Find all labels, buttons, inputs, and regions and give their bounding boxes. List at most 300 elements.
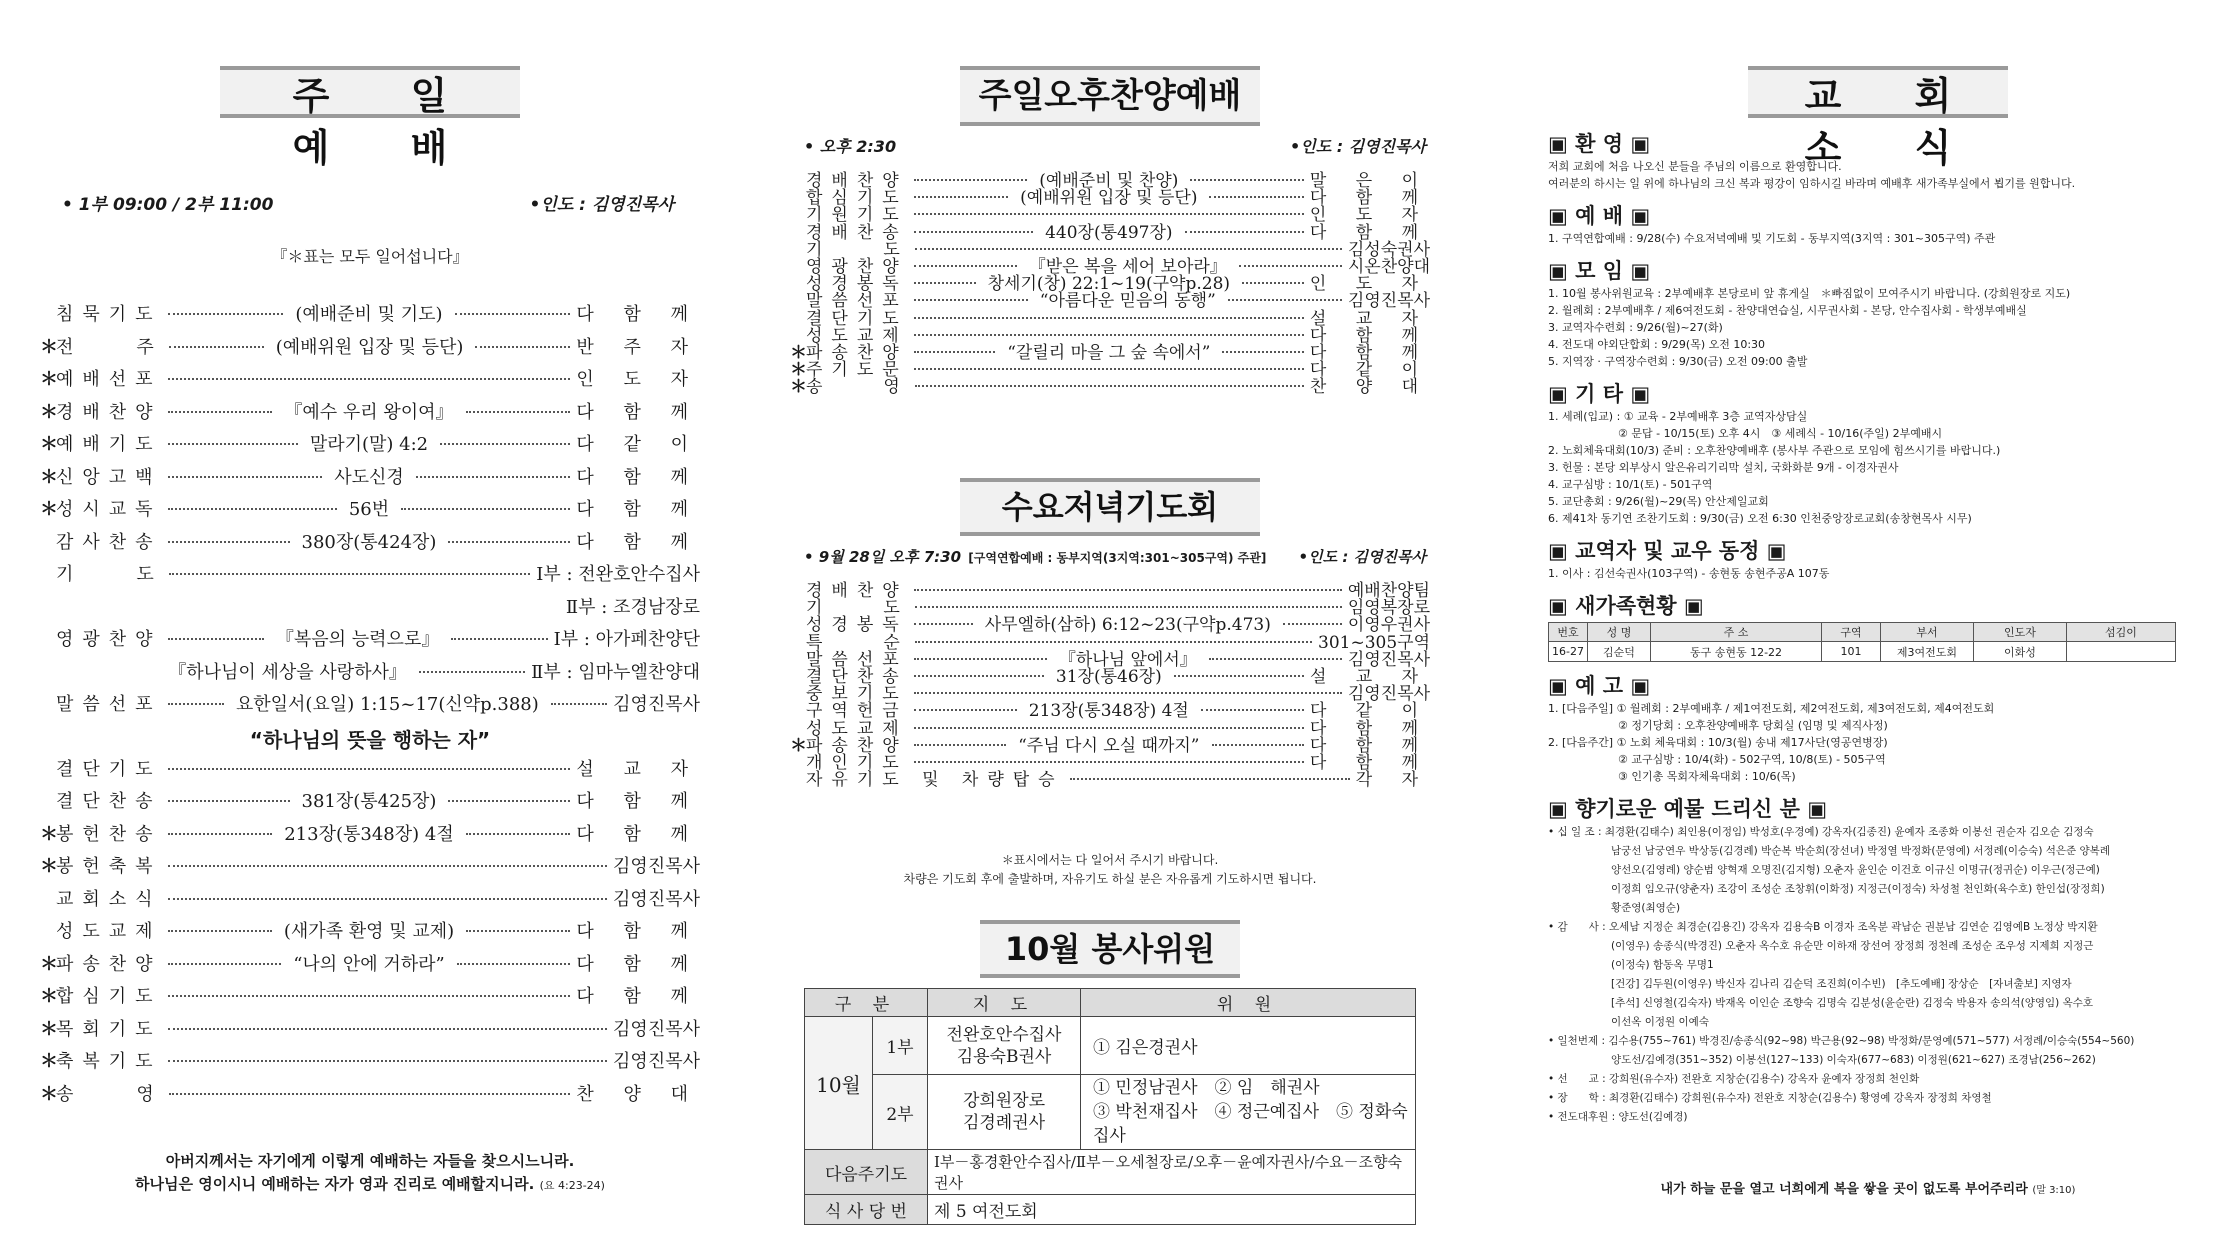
leader-dots [168,930,272,932]
leader-dots [466,930,570,932]
order-label: 성시교독 [56,499,162,520]
month-cell: 10월 [805,1017,873,1150]
order-person: 다 함 께 [576,791,700,812]
order-person: 다 함 께 [576,921,700,942]
stand-mark: ＊ [40,823,58,845]
offering-line: 이정희 임오규(양춘자) 조강이 조성순 조창휘(이화정) 지정근(이정숙) 차성철 천인화(육수호) 한인섭(장정희) [1548,883,2105,895]
order-label: 결단기도 [56,758,162,780]
order-content: 213장(통348장) 4절 [284,823,454,845]
stand-mark: ＊ [790,377,807,398]
meal-duty-value: 제 5 여전도회 [928,1195,1416,1225]
order-label: 성도교제 [806,325,908,346]
stand-mark: ＊ [40,1018,58,1040]
order-row [40,852,700,878]
leader-dots [1239,265,1342,267]
order-person: 다 함 께 [576,304,701,325]
order-row [40,495,700,521]
order-row [40,885,700,911]
footer-verse-line1: 아버지께서는 자기에게 이렇게 예배하는 자들을 찾으시느니라. [165,1152,575,1170]
order-content: 『하나님이 세상을 사랑하사』 [168,661,407,683]
leader-dots [914,179,1028,181]
order-content: 56번 [348,499,390,520]
stand-mark: ＊ [790,735,807,756]
stand-mark: ＊ [40,953,58,975]
leader-dots [168,963,282,965]
nf-cell: 101 [1822,642,1881,662]
order-label: 합심기도 [56,986,162,1007]
offering-line: 양도선/김예경(351~352) 이봉선(127~133) 이숙자(677~683) 이정원(621~627) 조경남(256~262) [1548,1054,2096,1066]
order-person: 다 같 이 [1309,360,1430,381]
leader-dots [1212,744,1304,746]
leader-dots [914,761,1304,763]
leader-dots [168,638,264,640]
order-label: 성경봉독 [806,274,908,295]
order-label: 개인기도 [806,753,908,773]
order-row [40,333,700,359]
leader-dots [168,768,571,770]
stand-mark: ＊ [40,336,58,358]
wednesday-time: • 9월 28일 오후 7:30 [구역연합예배 : 동부지역(3지역:301~305구역) 주관] [804,548,1267,566]
afternoon-time: • 오후 2:30 [804,137,897,156]
order-person: 예배찬양팀 [1347,581,1430,601]
stand-mark: ＊ [40,986,58,1007]
staff-heading: ▣ 교역자 및 교우 동정 ▣ [1548,539,1787,563]
order-label: 성도교제 [56,921,162,942]
order-content: 380장(통424장) [301,531,437,553]
worship-item-1: 1. 구역연합예배 : 9/28(수) 수요저녁예배 및 기도회 - 동부지역(3지역 : 301~305구역) 주관 [1548,232,1996,245]
leader-dots [914,675,1044,677]
order-label: 교회소식 [56,888,162,910]
order-person: 설 교 자 [1309,667,1431,687]
order-row [40,950,700,976]
order-person: 다 같 이 [576,434,700,455]
newfamily-heading: ▣ 새가족현황 ▣ [1548,594,1704,618]
order-label: 합심기도 [806,188,908,209]
order-person: 다 함 께 [576,823,700,845]
welcome-text-2: 여러분의 하시는 일 위에 하나님의 크신 복과 평강이 임하시길 바라며 예배후 새가족부실에서 뵙기를 원합니다. [1548,177,2076,190]
meeting-item-4: 4. 전도대 야외단합회 : 9/29(목) 오전 10:30 [1548,338,1766,351]
order-label: 기 도 [806,239,909,260]
order-person: 다 함 께 [576,986,700,1007]
order-person: 임영복장로 [1347,598,1430,619]
afternoon-title: 주일오후찬양예배 [960,66,1260,126]
notice-item-1b: ② 정기당회 : 오후찬양예배후 당회실 (임명 및 제직사정) [1618,719,1888,732]
order-person: 김영진목사 [613,1051,700,1072]
leader-dots [914,213,1304,215]
leader-dots [914,658,1047,660]
stand-mark: ＊ [40,499,58,520]
order-content: 사도신경 [334,466,404,488]
leader-dots [915,385,1304,387]
order-row [40,917,700,943]
order-person: 다 함 께 [576,466,701,488]
order-label: 목회기도 [56,1018,162,1040]
news-body [1548,128,2188,1127]
part2-lead: 강희원장로 김경례권사 [928,1075,1081,1150]
order-person: 시온찬양대 [1347,257,1430,277]
leader-dots [168,313,284,315]
nf-cell: 제3여전도회 [1881,642,1974,662]
sunday-leader: •인도 : 김영진목사 [529,195,674,215]
sunday-title: 주 일 예 배 [220,66,520,118]
offering-heading: ▣ 향기로운 예물 드리신 분 ▣ [1548,797,1828,821]
order-person: 김영진목사 [1347,684,1430,705]
order-label: 봉헌축복 [56,856,162,877]
order-person: 각 자 [1355,770,1430,791]
leader-dots [168,1028,607,1030]
order-row [40,755,700,781]
order-label: 성도교제 [806,718,908,739]
nf-h-dept: 부서 [1881,623,1974,642]
wednesday-leader: •인도 : 김영진목사 [1298,548,1426,566]
order-label: 주기도문 [806,360,908,381]
leader-dots [1185,231,1304,233]
nf-h-guide: 인도자 [1974,623,2067,642]
leader-dots [401,508,570,510]
offering-line: • 십 일 조 : 최경환(김태수) 최인용(이정임) 박성호(우경예) 강옥자(김종진) 윤예자 조종화 이봉선 권순자 김오순 김정숙 [1548,826,2094,838]
order-label: 경배찬양 [806,581,908,601]
leader-dots [914,589,1342,591]
order-content: 창세기(창) 22:1~19(구약p.28) [987,274,1231,295]
order-person: 다 함 께 [1309,188,1430,209]
newfamily-table [1548,622,2176,662]
leader-dots [914,282,976,284]
leader-dots [168,378,571,380]
order-row [40,528,700,554]
order-content: “갈릴리 마을 그 숲 속에서” [1007,343,1211,363]
leader-dots [440,443,570,445]
leader-dots [914,334,1304,336]
order-label: 신앙고백 [56,466,162,488]
leader-dots [168,1060,607,1062]
order-label: 기원기도 [806,205,908,226]
order-person: 반 주 자 [576,336,700,358]
order-content: 말라기(말) 4:2 [309,434,429,455]
etc-item-1: 1. 세례(입교) : ① 교육 - 2부예배후 3층 교역자상담실 [1548,410,1808,423]
order-person: Ⅱ부 : 임마누엘찬양대 [531,661,701,683]
nf-h-name: 성 명 [1588,623,1651,642]
order-content: “주님 다시 오실 때까지” [1018,735,1200,756]
leader-dots [1190,179,1304,181]
wednesday-title: 수요저녁기도회 [960,478,1260,536]
offering-line: 이선옥 이정원 이예숙 [1548,1016,1709,1028]
leader-dots [1228,299,1342,301]
leader-dots [914,231,1033,233]
meal-duty-label: 식 사 당 번 [805,1195,928,1225]
order-label: 결단기도 [806,308,908,329]
leader-dots [168,800,290,802]
leader-dots [914,265,1017,267]
notice-item-2b: ② 교구심방 : 10/4(화) - 502구역, 10/8(토) - 505구역 [1618,753,1886,766]
nf-cell: 김순덕 [1588,642,1651,662]
leader-dots [914,299,1028,301]
order-label: 파송찬양 [56,953,162,975]
etc-item-5: 5. 교단총회 : 9/26(월)~29(목) 안산제일교회 [1548,495,1769,508]
order-row [40,300,700,326]
leader-dots [914,196,1008,198]
leader-dots [915,641,1312,643]
stand-mark: ＊ [40,466,58,488]
meeting-item-5: 5. 지역장 · 구역장수련회 : 9/30(금) 오전 09:00 출발 [1548,355,1808,368]
leader-dots [1174,675,1304,677]
leader-dots [914,351,996,353]
offering-line: [추석] 신영철(김숙자) 박재옥 이인순 조향숙 김명숙 김분성(윤순란) 김정숙 박용자 송의석(양영임) 옥수호 [1548,997,2094,1009]
nf-h-helper: 섬김이 [2067,623,2176,642]
order-content: 31장(통46장) [1055,667,1162,687]
nf-h-area: 구역 [1822,623,1881,642]
nf-cell: 동구 송현동 12-22 [1651,642,1822,662]
next-prayer-label: 다음주기도 [805,1150,928,1195]
stand-mark: ＊ [40,1083,58,1105]
order-row [40,430,700,456]
order-row [40,593,700,619]
order-person: 다 함 께 [1309,753,1430,773]
order-content: 『하나님 앞에서』 [1058,649,1197,670]
nf-cell [2067,642,2176,662]
order-row [40,982,700,1008]
order-label: 특 순 [806,632,909,653]
order-label: 송 영 [56,1083,163,1105]
stand-mark: ＊ [40,401,58,423]
order-row [40,658,700,684]
order-person: 다 함 께 [576,531,700,553]
stand-mark: ＊ [40,856,58,877]
order-label: 구역헌금 [806,701,908,722]
october-title: 10월 봉사위원 [980,920,1240,978]
order-content: 사무엘하(삼하) 6:12~23(구약p.473) [984,615,1271,636]
etc-item-3: 3. 헌물 : 본당 외부상시 알은유리기리막 설치, 국화화분 9개 - 이경자권사 [1548,461,1899,474]
order-person: 이영우권사 [1347,615,1430,636]
order-content: 요한일서(요일) 1:15~17(신약p.388) [235,694,539,715]
order-person: 찬 양 대 [1309,377,1430,398]
order-row [790,372,1430,397]
leader-dots [168,443,298,445]
wednesday-note-2: 차량은 기도회 후에 출발하며, 자유기도 하실 분은 자유롭게 기도하시면 됩니다. [903,872,1317,886]
order-label: 경배찬송 [806,222,908,243]
middle-column [790,0,1431,1222]
order-content: (예배준비 및 기도) [295,304,443,325]
order-label: 예배기도 [56,434,162,455]
leader-dots [168,541,290,543]
nf-h-addr: 주 소 [1651,623,1822,642]
leader-dots [419,671,525,673]
order-label: 기 도 [806,598,909,619]
leader-dots [168,476,323,478]
order-row [790,765,1430,790]
order-label: 결단찬송 [56,791,162,812]
order-person: 말 은 이 [1309,171,1430,191]
order-row [40,690,700,716]
col-header-division: 구 분 [805,989,928,1017]
part2-members: ① 민정남권사 ② 임 해권사 ③ 박천재집사 ④ 정근예집사 ⑤ 정화숙집사 [1081,1075,1416,1150]
welcome-text-1: 저희 교회에 처음 나오신 분들을 주님의 이름으로 환영합니다. [1548,160,1842,173]
welcome-heading: ▣ 환 영 ▣ [1548,132,1651,156]
offering-line: 양선오(김영례) 양순범 양혁재 오명진(김지형) 오춘자 윤인순 이건호 이규신 이명규(정귀순) 이우근(정근예) [1548,864,2100,876]
leader-dots [455,313,571,315]
order-person: 김영진목사 [613,888,700,910]
october-volunteer-table [804,988,1416,1225]
order-person: 다 함 께 [576,499,700,520]
order-content: “나의 안에 거하라” [293,953,445,975]
leader-dots [168,508,337,510]
leader-dots [914,317,1304,319]
order-row [40,398,700,424]
stand-mark: ＊ [790,360,807,381]
leader-dots [551,703,607,705]
worship-heading: ▣ 예 배 ▣ [1548,204,1651,228]
notice-item-2c: ③ 인기총 목회자체육대회 : 10/6(목) [1618,770,1796,783]
leader-dots [914,744,1006,746]
order-row [40,560,700,586]
order-label: 자유기도 및 차량탑승 [806,770,1064,791]
order-label: 말씀선포 [56,694,162,715]
order-person: 다 함 께 [1309,343,1430,363]
offering-list [1548,823,2188,1127]
sermon-title: “하나님의 뜻을 행하는 자” [249,728,491,752]
order-label: 봉헌찬송 [56,823,162,845]
sunday-time: • 1부 09:00 / 2부 11:00 [62,195,274,215]
order-label: 말씀선포 [806,649,908,670]
order-row [40,365,700,391]
col-header-lead: 지 도 [928,989,1081,1017]
order-label: 송 영 [806,377,909,398]
notice-item-2: 2. [다음주간] ① 노회 체육대회 : 10/3(월) 송내 제17사단(영공연병장) [1548,736,1888,749]
order-person: 다 함 께 [1309,325,1430,346]
order-label: 파송찬양 [806,343,908,363]
order-person: 301~305구역 [1318,632,1430,653]
leader-dots [914,709,1017,711]
etc-heading: ▣ 기 타 ▣ [1548,382,1651,406]
order-person: 설 교 자 [576,758,700,780]
leader-dots [457,963,571,965]
order-person: 찬 양 대 [576,1083,700,1105]
leader-dots [168,995,571,997]
leader-dots [466,833,571,835]
sunday-worship-column [40,0,701,1193]
leader-dots [914,692,1342,694]
leader-dots [168,898,607,900]
offering-line: (이정숙) 함동옥 무명1 [1548,959,1714,971]
stand-mark: ＊ [790,343,807,363]
etc-item-6: 6. 제41차 동기연 조찬기도회 : 9/30(금) 오전 6:30 인천중앙장로교회(송창현목사 시무) [1548,512,1972,525]
order-person: 김영진목사 [1347,649,1431,670]
meeting-item-1: 1. 10월 봉사위원교육 : 2부예배후 본당로비 앞 휴게실 ＊빠짐없이 모여주시기 바랍니다. (강희원장로 지도) [1548,287,2071,300]
order-label: 중보기도 [806,684,908,705]
nf-cell: 16-27 [1549,642,1588,662]
offering-line: [건강] 김두원(이영우) 박신자 김나리 김순덕 조진희(이수빈) [추도예배] 장상순 [자녀출보] 지영자 [1548,978,2072,990]
order-person: 김영진목사 [613,856,700,877]
order-label: 파송찬양 [806,735,908,756]
order-person: 다 함 께 [1309,735,1430,756]
meeting-heading: ▣ 모 임 ▣ [1548,259,1651,283]
offering-line: • 감 사 : 오세남 지정순 최경순(김용긴) 강옥자 김용숙B 이경자 조옥분 곽남순 권분남 김연순 김영예B 노정상 박지환 [1548,921,2098,933]
leader-dots [466,411,571,413]
leader-dots [914,623,973,625]
leader-dots [1209,658,1342,660]
order-content: 『복음의 능력으로』 [275,629,440,650]
leader-dots [168,703,224,705]
leader-dots [169,573,530,575]
order-person: 설 교 자 [1309,308,1430,329]
order-content: (새가족 환영 및 교제) [283,921,455,942]
order-label: 성경봉독 [806,615,908,636]
etc-item-1b: ② 문답 - 10/15(토) 오후 4시 ③ 세례식 - 10/16(주일) 2부예배시 [1618,427,1943,440]
part1-cell: 1부 [872,1017,927,1075]
leader-dots [448,541,570,543]
leader-dots [451,638,547,640]
order-person: Ⅰ부 : 아가페찬양단 [553,629,700,650]
order-content: “아름다운 믿음의 동행” [1039,291,1216,312]
order-label: 감사찬송 [56,531,162,553]
order-person: 다 함 께 [1309,222,1430,243]
nf-h-no: 번호 [1549,623,1588,642]
news-title: 교 회 소 식 [1748,66,2008,118]
order-person: 다 함 께 [576,953,700,975]
leader-dots [416,476,571,478]
staff-item-1: 1. 이사 : 김선숙권사(103구역) - 송현동 송현주공A 107동 [1548,567,1830,580]
offering-line: • 전도대후원 : 양도선(김예경) [1548,1111,1688,1123]
col-header-members: 위 원 [1081,989,1416,1017]
order-person: 김영진목사 [1347,291,1431,312]
order-label: 침묵기도 [56,304,162,325]
order-person: 인 도 자 [576,369,700,390]
etc-item-4: 4. 교구심방 : 10/1(토) - 501구역 [1548,478,1713,491]
order-content: 381장(통425장) [301,791,437,812]
order-content: (예배준비 및 찬양) [1039,171,1179,191]
part1-lead: 전완호안수집사 김용숙B권사 [928,1017,1081,1075]
leader-dots [169,346,264,348]
order-person: 김성숙권사 [1347,239,1430,260]
order-content: 『받은 복을 세어 보아라』 [1028,257,1227,277]
leader-dots [1070,778,1350,780]
leader-dots [914,727,1304,729]
order-person: 김영진목사 [613,694,701,715]
order-row [40,625,700,651]
order-row [40,787,700,813]
order-person: 인 도 자 [1309,274,1430,295]
leader-dots [1283,623,1342,625]
leader-dots [448,800,570,802]
leader-dots [915,606,1342,608]
leader-dots [915,248,1342,250]
order-content: 『예수 우리 왕이여』 [284,401,454,423]
order-person: 인 도 자 [1309,205,1430,226]
notice-item-1: 1. [다음주일] ① 월례회 : 2부예배후 / 제1여전도회, 제2여전도회, 제3여전도회, 제4여전도회 [1548,702,1995,715]
wednesday-subtitle: [구역연합예배 : 동부지역(3지역:301~305구역) 주관] [968,551,1267,565]
order-label: 영광찬양 [56,629,162,650]
offering-line: (이영우) 송종식(박경진) 오춘자 옥수호 유순만 이하재 장선여 장정희 정천례 조성순 조우성 지제희 지정근 [1548,940,2094,952]
order-row [40,463,700,489]
order-content: 213장(통348장) 4절 [1028,701,1189,722]
order-person: 다 함 께 [576,401,700,423]
stand-mark: ＊ [40,434,58,455]
order-row [40,1080,700,1106]
offering-line: • 장 학 : 최경환(김태수) 강희원(유수자) 전완호 지창순(김용수) 황영예 강옥자 장정희 차영철 [1548,1092,1992,1104]
order-label: 예배선포 [56,369,162,390]
order-person: 다 같 이 [1309,701,1431,722]
leader-dots [168,865,607,867]
offering-line: • 일천번제 : 김수용(755~761) 박경진/송종식(92~98) 박근용(92~98) 박정화/문영예(571~577) 서정례/이승숙(554~560) [1548,1035,2135,1047]
leader-dots [1209,196,1303,198]
church-news-column [1548,0,2188,1197]
standing-note: 『＊표는 모두 일어섭니다』 [271,247,469,266]
part1-members: ① 김은경권사 [1081,1017,1416,1075]
leader-dots [1201,709,1304,711]
meeting-item-3: 3. 교역자수련회 : 9/26(월)~27(화) [1548,321,1723,334]
offering-line: 남궁선 남궁연우 박상동(김경례) 박순복 박순희(장선녀) 박정열 박정화(문영예) 서정례(이승숙) 석은준 양복례 [1548,845,2110,857]
leader-dots [914,368,1304,370]
order-person: Ⅰ부 : 전완호안수집사 [536,564,700,585]
